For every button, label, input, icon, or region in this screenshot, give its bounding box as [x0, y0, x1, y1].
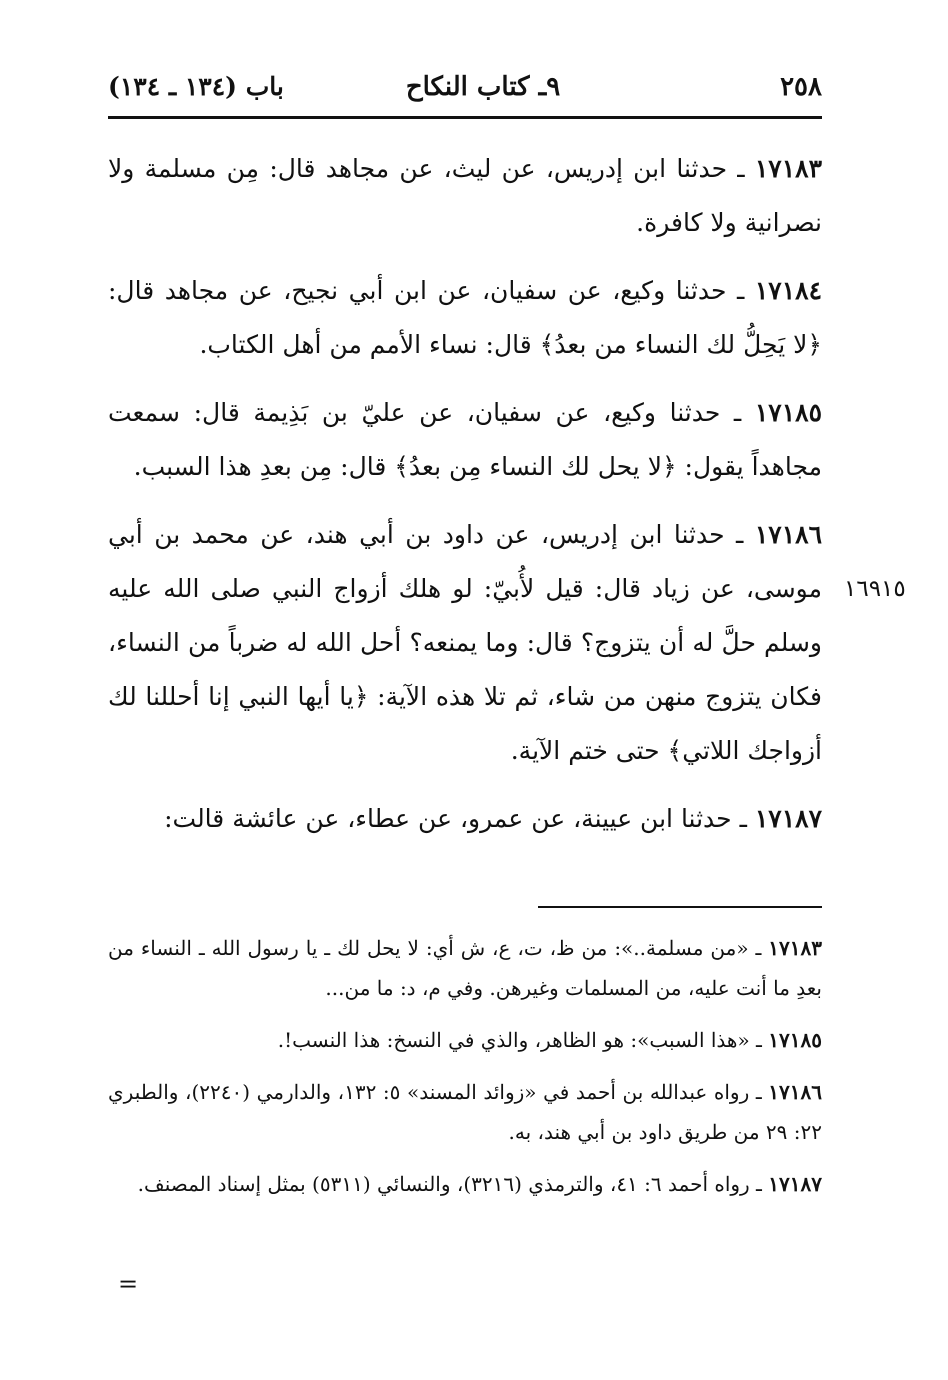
footnote-text: ـ «من مسلمة..»: من ظ، ت، ع، ش أي: لا يحل لك ـ يا رسول الله ـ النساء من بعدِ ما أنت عليه، من المسلمات وغيرهن. وفي م، د: ما من...: [108, 936, 822, 1000]
hadith-number: ١٧١٨٧: [754, 804, 822, 833]
footnotes-section: [108, 928, 822, 1216]
footnote-text: ـ رواه أحمد ٦: ٤١، والترمذي (٣٢١٦)، والنسائي (٥٣١١) بمثل إسناد المصنف.: [137, 1172, 762, 1196]
footnote-number: ١٧١٨٦: [768, 1080, 823, 1104]
hadith-text: ـ حدثنا ابن إدريس، عن ليث، عن مجاهد قال: مِن مسلمة ولا نصرانية ولا كافرة.: [108, 154, 822, 237]
side-cross-reference: ١٦٩١٥: [844, 576, 906, 602]
footnote-text: ـ «هذا السبب»: هو الظاهر، والذي في النسخ: هذا النسب!.: [277, 1028, 762, 1052]
hadith-number: ١٧١٨٥: [754, 398, 822, 427]
footnote: [108, 1020, 822, 1060]
hadith-number: ١٧١٨٤: [754, 276, 823, 305]
footnote-number: ١٧١٨٣: [768, 936, 823, 960]
hadith-paragraph: [108, 792, 822, 846]
hadith-number: ١٧١٨٣: [754, 154, 822, 183]
page-header: [108, 68, 822, 114]
footnote-number: ١٧١٨٥: [768, 1028, 822, 1052]
header-rule: [108, 116, 822, 119]
hadith-text: ـ حدثنا ابن عيينة، عن عمرو، عن عطاء، عن عائشة قالت:: [164, 804, 747, 833]
book-title: ٩ـ كتاب النكاح: [405, 72, 561, 102]
hadith-paragraph: [108, 508, 822, 778]
footnote-text: ـ رواه عبدالله بن أحمد في «زوائد المسند» ٥: ١٣٢، والدارمي (٢٢٤٠)، والطبري ٢٢: ٢٩ من طريق داود بن أبي هند، به.: [108, 1080, 822, 1144]
hadith-text: ـ حدثنا وكيع، عن سفيان، عن ابن أبي نجيح، عن مجاهد قال: ﴿لا يَحِلُّ لك النساء من بعدُ﴾ قال: نساء الأمم من أهل الكتاب.: [108, 276, 822, 359]
hadith-text: ـ حدثنا وكيع، عن سفيان، عن عليّ بن بَذِيمة قال: سمعت مجاهداً يقول: ﴿لا يحل لك النساء مِن بعدُ﴾ قال: مِن بعدِ هذا السبب.: [108, 398, 822, 481]
chapter-reference: باب (١٣٤ ـ ١٣٤): [108, 72, 284, 101]
hadith-paragraph: [108, 142, 822, 250]
footnote: [108, 1072, 822, 1152]
hadith-text: ـ حدثنا ابن إدريس، عن داود بن أبي هند، عن محمد بن أبي موسى، عن زياد قال: قيل لأُبيّ: لو هلك أزواج النبي صلى الله عليه وسلم حلَّ له أن يتزوج؟ قال: وما يمنعه؟ أحل الله له ضرباً من النساء، فكان يتزوج منهن من شاء، ثم تلا هذه الآية: ﴿يا أيها النبي إنا أحللنا لك أزواجك اللاتي﴾ حتى ختم الآية.: [108, 520, 822, 765]
page-number: ٢٥٨: [780, 72, 822, 102]
footnote: [108, 928, 822, 1008]
footnote-separator: [538, 906, 822, 908]
hadith-paragraph: [108, 264, 822, 372]
hadith-number: ١٧١٨٦: [754, 520, 823, 549]
hadith-paragraph: [108, 386, 822, 494]
footnote-number: ١٧١٨٧: [768, 1172, 822, 1196]
footnote: [108, 1164, 822, 1204]
hadith-text-body: [108, 142, 822, 860]
continuation-mark: =: [118, 1270, 139, 1298]
